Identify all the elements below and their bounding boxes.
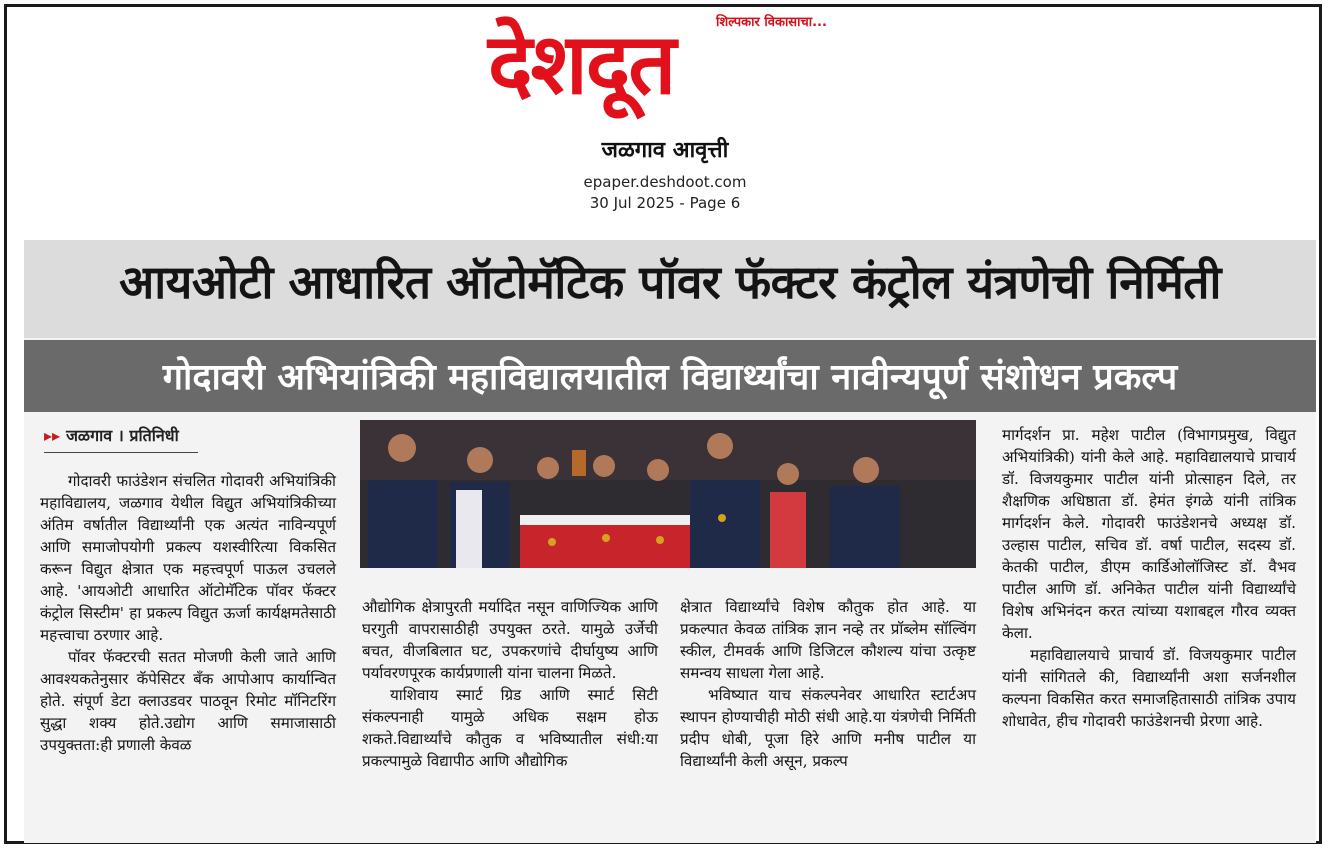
group-photo-illustration (360, 420, 976, 568)
article-column-3 (680, 596, 976, 772)
paragraph: महाविद्यालयाचे प्राचार्य डॉ. विजयकुमार पाटील यांनी सांगितले की, विद्यार्थ्यांनी अशा सर्जनशील कल्पना विकसित करत समाजहितासाठी तांत्रिक उपाय शोधावेत, हीच गोदावरी फाउंडेशनची प्रेरणा आहे. (1002, 646, 1296, 730)
article-column-1 (40, 470, 336, 756)
edition-label: जळगाव आवृत्ती (601, 138, 729, 163)
paragraph: मार्गदर्शन प्रा. महेश पाटील (विभागप्रमुख, विद्युत अभियांत्रिकी) यांनी केले आहे. महाविद्यालयाचे प्राचार्य डॉ. विजयकुमार पाटील यांनी प्रोत्साहन दिले, तर शैक्षणिक अधिष्ठाता डॉ. हेमंत इंगळे यांनी तांत्रिक मार्गदर्शन केले. गोदावरी फाउंडेशनचे अध्यक्ष डॉ. उल्हास पाटील, सचिव डॉ. वर्षा पाटील, सदस्य डॉ. केतकी पाटील, डीएम कार्डिओलॉजिस्ट डॉ. वैभव पाटील आणि डॉ. अनिकेत पाटील यांनी विद्यार्थ्यांचे विशेष अभिनंदन करत त्यांच्या यशाबद्दल गौरव व्यक्त केला. (1002, 426, 1296, 642)
article-column-4 (1002, 424, 1296, 732)
double-arrow-icon: ▸▸ (44, 426, 61, 445)
paragraph: भविष्यात याच संकल्पनेवर आधारित स्टार्टअप स्थापन होण्याचीही मोठी संधी आहे.या यंत्रणेची निर्मिती प्रदीप धोबी, पूजा हिरे आणि मनीष पाटील या विद्यार्थ्यांनी केली असून, प्रकल्प (680, 686, 976, 770)
byline (44, 424, 179, 446)
date-page-label: 30 Jul 2025 - Page 6 (589, 194, 741, 212)
group-photo (360, 420, 976, 568)
masthead (0, 0, 1330, 220)
article-column-2 (362, 596, 658, 772)
epaper-link[interactable]: epaper.deshdoot.com (583, 173, 747, 191)
paragraph: पॉवर फॅक्टरची सतत मोजणी केली जाते आणि आवश्यकतेनुसार कॅपेसिटर बँक आपोआप कार्यान्वित होते. संपूर्ण डेटा क्लाउडवर पाठवून रिमोट मॉनिटरिंग सुद्धा शक्य होते.उद्योग आणि समाजासाठी उपयुक्तता:ही प्रणाली केवळ (40, 648, 336, 754)
byline-text: जळगाव । प्रतिनिधी (66, 426, 179, 445)
paragraph: औद्योगिक क्षेत्रापुरती मर्यादित नसून वाणिज्यिक आणि घरगुती वापरासाठीही उपयुक्त ठरते. यामुळे उर्जेची बचत, वीजबिलात घट, उपकरणांचे दीर्घायुष्य आणि पर्यावरणपूरक कार्यप्रणाली यांना चालना मिळते. (362, 598, 658, 682)
paragraph: क्षेत्रात विद्यार्थ्यांचे विशेष कौतुक होत आहे. या प्रकल्पात केवळ तांत्रिक ज्ञान नव्हे तर प्रॉब्लेम सॉल्विंग स्कील, टीमवर्क आणि डिजिटल कौशल्य यांचा उत्कृष्ट समन्वय साधला गेला आहे. (680, 598, 976, 682)
paragraph: याशिवाय स्मार्ट ग्रिड आणि स्मार्ट सिटी संकल्पनाही यामुळे अधिक सक्षम होऊ शकते.विद्यार्थ्यांचे कौतुक व भविष्यातील संधी:या प्रकल्पामुळे विद्यापीठ आणि औद्योगिक (362, 686, 658, 770)
article-subheadline: गोदावरी अभियांत्रिकी महाविद्यालयातील विद्यार्थ्यांचा नावीन्यपूर्ण संशोधन प्रकल्प (162, 357, 1178, 398)
newspaper-logo: देशदूत (488, 15, 675, 113)
paragraph: गोदावरी फाउंडेशन संचलित गोदावरी अभियांत्रिकी महाविद्यालय, जळगाव येथील विद्युत अभियांत्रिकीच्या अंतिम वर्षातील विद्यार्थ्यांनी एक अत्यंत नाविन्यपूर्ण आणि समाजोपयोगी प्रकल्प यशस्वीरित्या विकसित करून विद्युत क्षेत्रात एक महत्त्वपूर्ण पाऊल उचलले आहे. 'आयओटी आधारित ऑटोमॅटिक पॉवर फॅक्टर कंट्रोल सिस्टीम' हा प्रकल्प विद्युत ऊर्जा कार्यक्षमतेसाठी महत्त्वाचा ठरणार आहे. (40, 472, 336, 644)
article-headline: आयओटी आधारित ऑटोमॅटिक पॉवर फॅक्टर कंट्रोल यंत्रणेची निर्मिती (119, 255, 1221, 309)
byline-divider (44, 452, 198, 453)
tagline: शिल्पकार विकासाचा... (716, 15, 827, 30)
